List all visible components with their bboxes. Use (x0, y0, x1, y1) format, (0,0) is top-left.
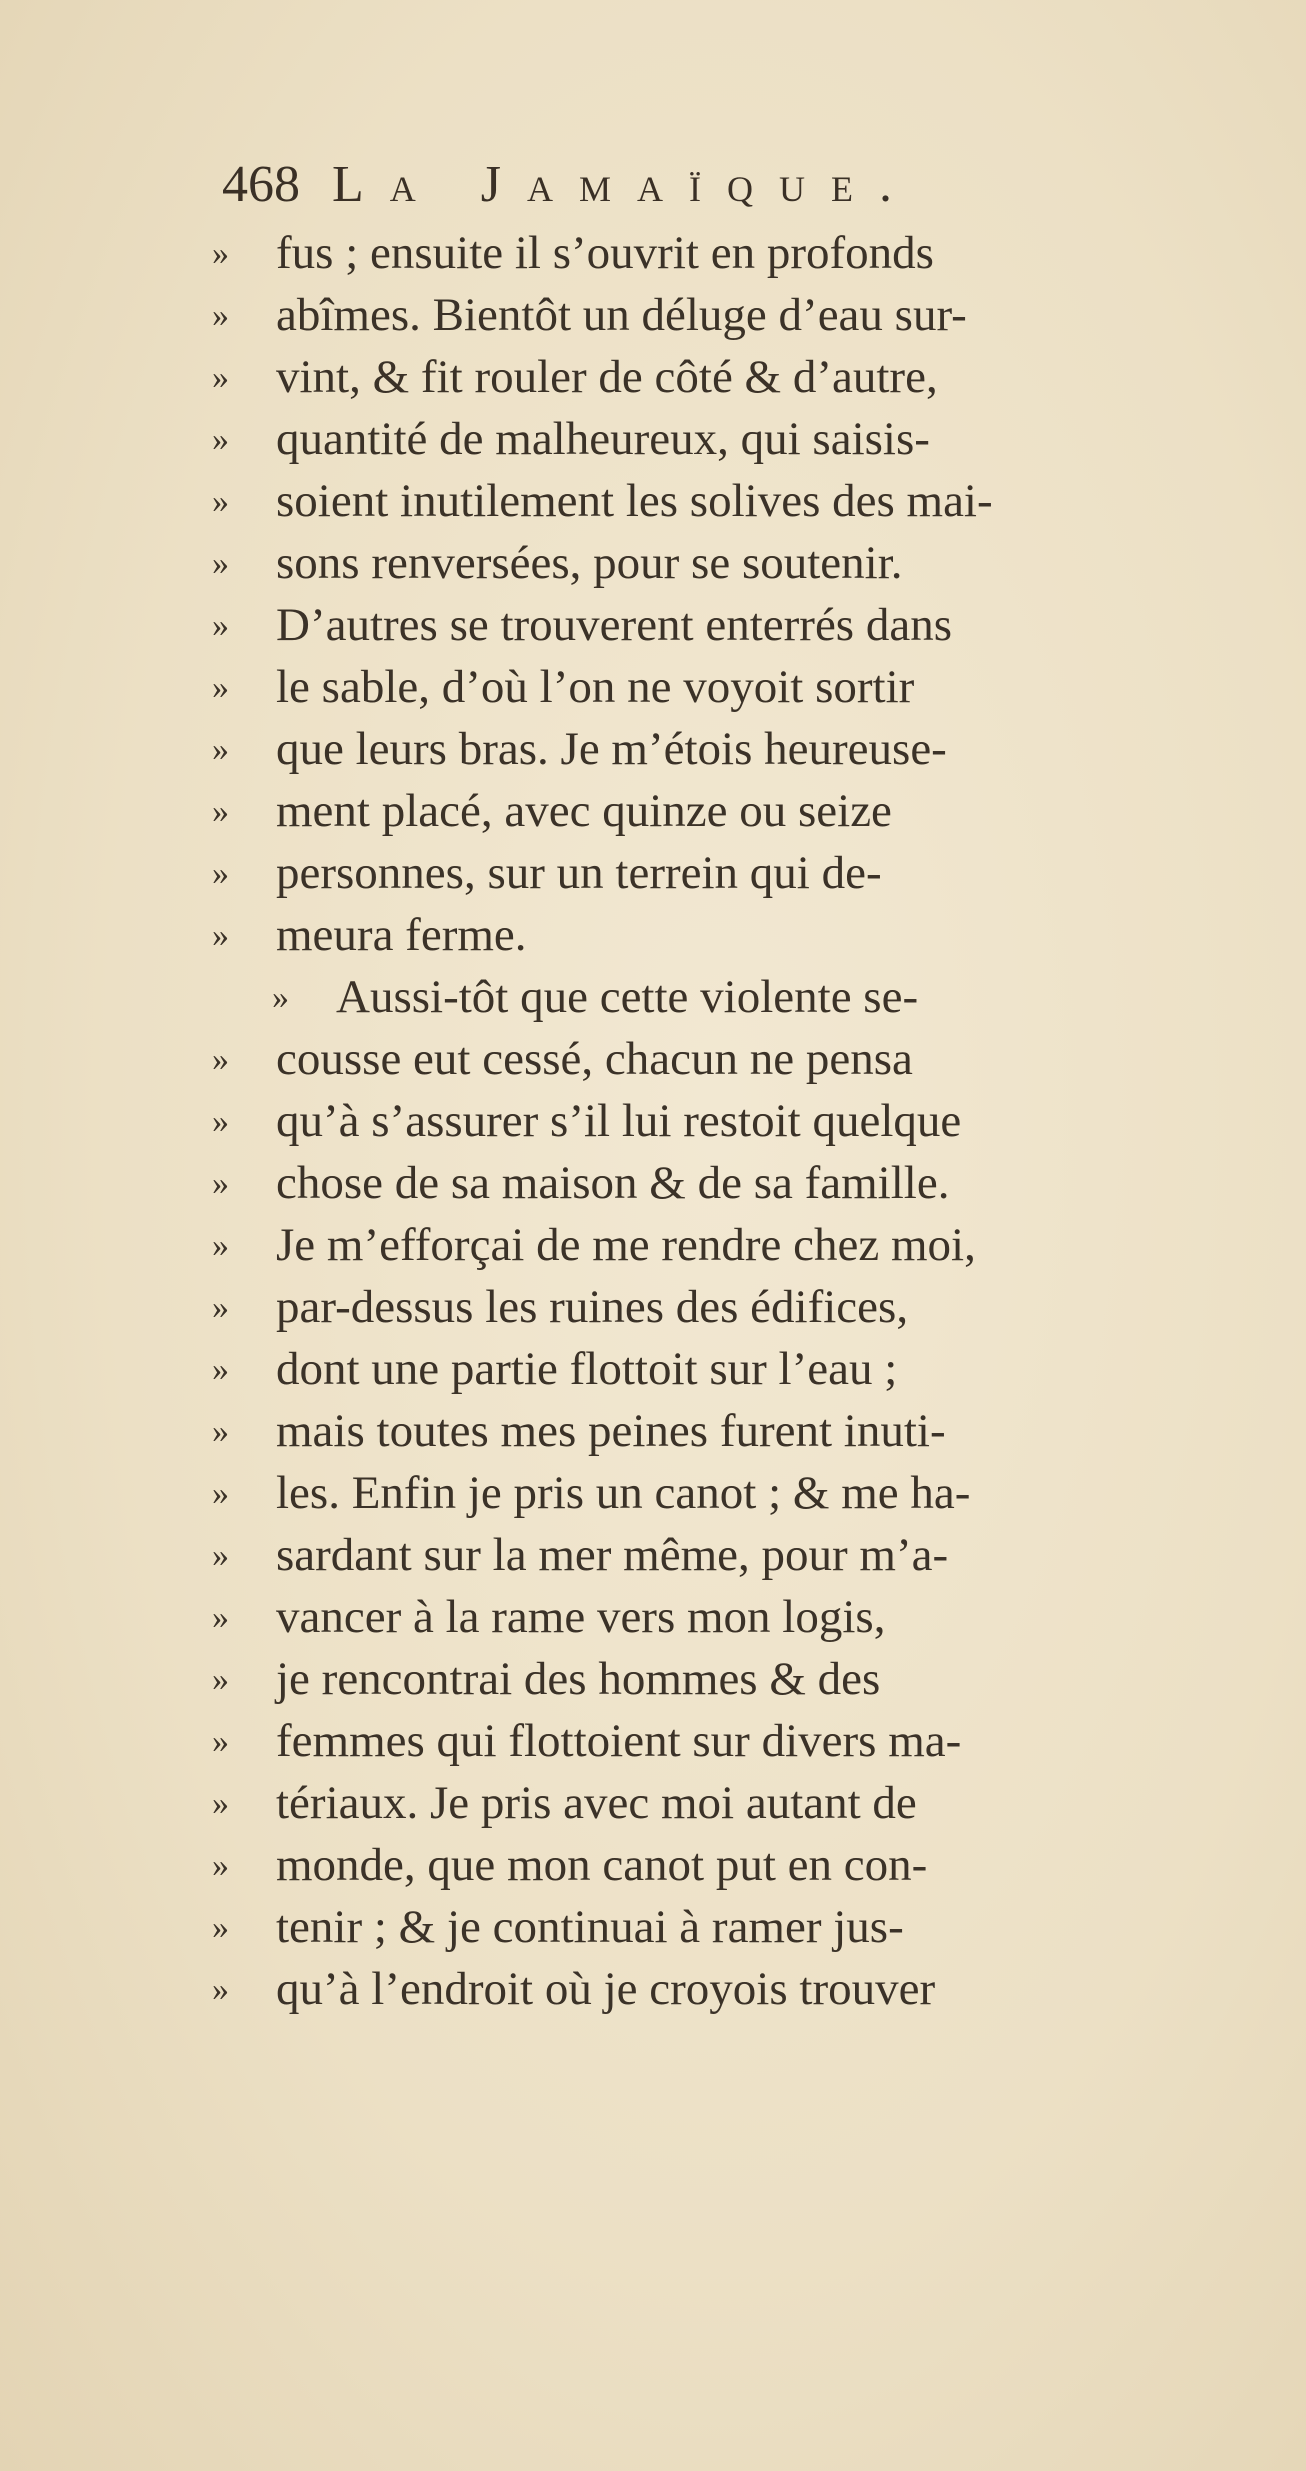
line-text: femmes qui flottoient sur divers ma- (276, 1715, 962, 1767)
quote-mark: » (212, 1227, 229, 1264)
line-text: vint, & fit rouler de côté & d’autre, (276, 351, 938, 403)
text-line (212, 222, 1252, 284)
line-text: les. Enfin je pris un canot ; & me ha- (276, 1467, 971, 1519)
quote-mark: » (212, 1351, 229, 1388)
line-text: D’autres se trouverent enterrés dans (276, 599, 952, 651)
text-line (212, 1834, 1252, 1896)
quote-mark: » (212, 1599, 229, 1636)
line-text: qu’à l’endroit où je croyois trouver (276, 1963, 936, 2015)
text-line (212, 1214, 1252, 1276)
line-text: Aussi-tôt que cette violente se- (336, 971, 919, 1023)
text-line (212, 1028, 1252, 1090)
text-line (212, 966, 1252, 1028)
quote-mark: » (212, 1413, 229, 1450)
line-text: par-dessus les ruines des édifices, (276, 1281, 909, 1333)
line-text: sons renversées, pour se soutenir. (276, 537, 903, 589)
quote-mark: » (212, 607, 229, 644)
line-text: monde, que mon canot put en con- (276, 1839, 928, 1891)
text-line (212, 1276, 1252, 1338)
quote-mark: » (212, 917, 229, 954)
quote-mark: » (212, 483, 229, 520)
text-line (212, 1400, 1252, 1462)
text-line (212, 1710, 1252, 1772)
text-line (212, 284, 1252, 346)
line-text: je rencontrai des hommes & des (276, 1653, 881, 1705)
quote-mark: » (212, 359, 229, 396)
line-text: fus ; ensuite il s’ouvrit en profonds (276, 227, 934, 279)
running-title: La Jamaïque. (332, 156, 918, 213)
text-line (212, 1958, 1252, 2020)
text-line (212, 842, 1252, 904)
line-text: meura ferme. (276, 909, 527, 961)
line-text: quantité de malheureux, qui saisis- (276, 413, 930, 465)
text-line (212, 904, 1252, 966)
text-line (212, 1648, 1252, 1710)
text-line (212, 408, 1252, 470)
text-line (212, 1896, 1252, 1958)
line-text: ment placé, avec quinze ou seize (276, 785, 892, 837)
quote-mark: » (212, 793, 229, 830)
text-line (212, 1462, 1252, 1524)
text-line (212, 718, 1252, 780)
quote-mark: » (212, 731, 229, 768)
quote-mark: » (212, 1909, 229, 1946)
quote-mark: » (212, 1289, 229, 1326)
body-text (212, 222, 1252, 2020)
text-line (212, 1524, 1252, 1586)
quote-mark: » (212, 1723, 229, 1760)
text-line (212, 346, 1252, 408)
line-text: qu’à s’assurer s’il lui restoit quelque (276, 1095, 962, 1147)
quote-mark: » (212, 1041, 229, 1078)
line-text: tériaux. Je pris avec moi autant de (276, 1777, 917, 1829)
line-text: mais toutes mes peines furent inuti- (276, 1405, 946, 1457)
line-text: soient inutilement les solives des mai- (276, 475, 993, 527)
quote-mark: » (212, 1785, 229, 1822)
line-text: dont une partie flottoit sur l’eau ; (276, 1343, 898, 1395)
text-line (212, 1152, 1252, 1214)
quote-mark: » (212, 297, 229, 334)
text-line (212, 1338, 1252, 1400)
text-line (212, 780, 1252, 842)
quote-mark: » (212, 1971, 229, 2008)
quote-mark: » (212, 421, 229, 458)
line-text: chose de sa maison & de sa famille. (276, 1157, 950, 1209)
quote-mark: » (212, 1537, 229, 1574)
line-text: vancer à la rame vers mon logis, (276, 1591, 886, 1643)
text-line (212, 470, 1252, 532)
quote-mark: » (272, 979, 289, 1016)
text-line (212, 594, 1252, 656)
text-line (212, 1586, 1252, 1648)
text-line (212, 656, 1252, 718)
quote-mark: » (212, 1103, 229, 1140)
page-number: 468 (222, 156, 300, 213)
line-text: le sable, d’où l’on ne voyoit sortir (276, 661, 915, 713)
quote-mark: » (212, 1661, 229, 1698)
line-text: sardant sur la mer même, pour m’a- (276, 1529, 949, 1581)
quote-mark: » (212, 545, 229, 582)
line-text: abîmes. Bientôt un déluge d’eau sur- (276, 289, 967, 341)
text-line (212, 1772, 1252, 1834)
quote-mark: » (212, 1475, 229, 1512)
quote-mark: » (212, 1847, 229, 1884)
quote-mark: » (212, 1165, 229, 1202)
page-header (222, 150, 1222, 220)
line-text: que leurs bras. Je m’étois heureuse- (276, 723, 947, 775)
line-text: tenir ; & je continuai à ramer jus- (276, 1901, 904, 1953)
quote-mark: » (212, 855, 229, 892)
quote-mark: » (212, 235, 229, 272)
text-line (212, 1090, 1252, 1152)
text-line (212, 532, 1252, 594)
line-text: cousse eut cessé, chacun ne pensa (276, 1033, 913, 1085)
line-text: Je m’efforçai de me rendre chez moi, (276, 1219, 976, 1271)
line-text: personnes, sur un terrein qui de- (276, 847, 882, 899)
quote-mark: » (212, 669, 229, 706)
